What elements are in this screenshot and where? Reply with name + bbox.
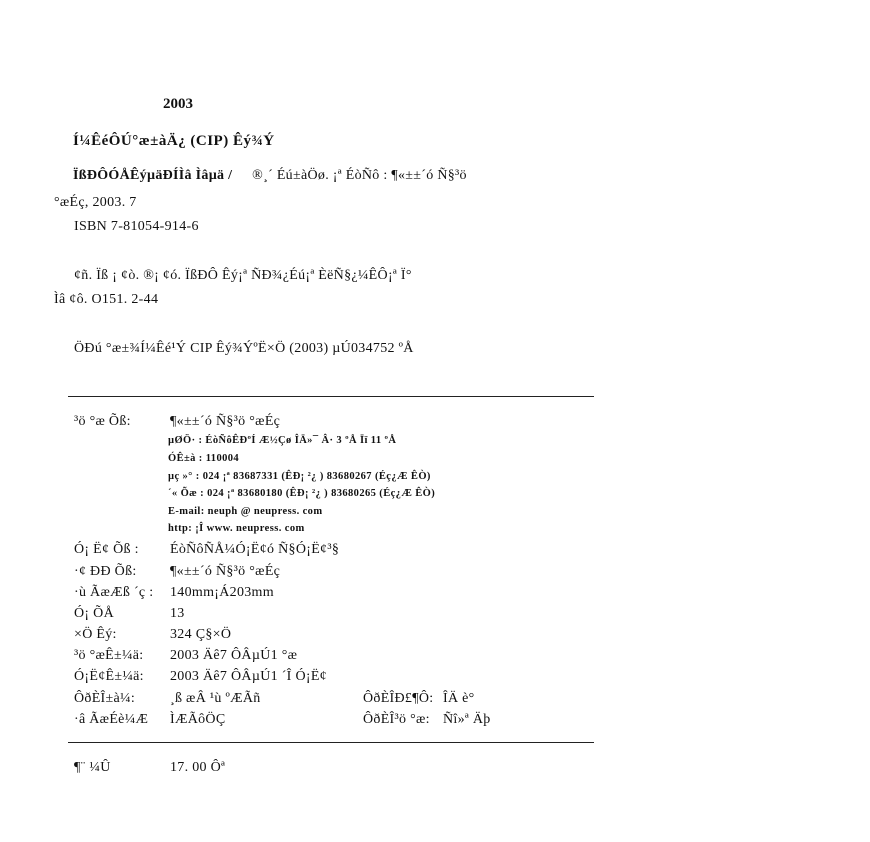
author-publisher: ®¸´ Éú±àÖø. ¡ª ÉòÑô : ¶«±±´ó Ñ§³ö bbox=[252, 168, 467, 183]
bottom-divider bbox=[68, 742, 594, 743]
publisher-website: http: ¡Î www. neupress. com bbox=[168, 523, 305, 534]
cip-entry-line2: °æÉç, 2003. 7 bbox=[54, 195, 137, 210]
price-row bbox=[74, 760, 225, 776]
detail-row-sheets bbox=[74, 606, 185, 622]
design-row bbox=[74, 712, 225, 728]
detail-row-publish-date bbox=[74, 648, 297, 664]
detail-value: 324 Ç§×Ö bbox=[170, 627, 232, 642]
price-label: ¶¨ ¼Û bbox=[74, 760, 111, 775]
responsible-publisher-row bbox=[363, 712, 491, 728]
publisher-row bbox=[74, 414, 280, 430]
responsible-publisher-label: ÔðÈÎ³ö °æ: bbox=[363, 712, 430, 727]
detail-value: 2003 Äê7 ÔÂµÚ1 °æ bbox=[170, 648, 298, 663]
cip-entry-line1 bbox=[73, 168, 467, 184]
detail-row-distributor bbox=[74, 564, 280, 580]
detail-label: ·¢ ÐÐ Õß: bbox=[74, 564, 137, 579]
detail-label: Ó¡Ë¢Ê±¼ä: bbox=[74, 669, 144, 684]
detail-row-wordcount bbox=[74, 627, 231, 643]
editor-label: ÔðÈÎ±à¼: bbox=[74, 691, 136, 706]
detail-value: ÉòÑôÑÅ¼Ó¡Ë¢ó Ñ§Ó¡Ë¢³§ bbox=[170, 542, 340, 557]
publisher-value: ¶«±±´ó Ñ§³ö °æÉç bbox=[170, 414, 281, 429]
detail-row-format bbox=[74, 585, 274, 601]
design-label: ·â ÃæÉè¼Æ bbox=[74, 712, 149, 727]
proofreader-value: ÎÄ è° bbox=[443, 691, 475, 706]
detail-value: ¶«±±´ó Ñ§³ö °æÉç bbox=[170, 564, 281, 579]
responsible-publisher-value: Ñî»ª Äþ bbox=[443, 712, 491, 727]
top-divider bbox=[68, 396, 594, 397]
detail-value: 140mm¡Á203mm bbox=[170, 585, 274, 600]
isbn: ISBN 7-81054-914-6 bbox=[74, 219, 199, 234]
detail-value: 2003 Äê7 ÔÂµÚ1 ´Î Ó¡Ë¢ bbox=[170, 669, 327, 684]
year-heading: 2003 bbox=[163, 96, 193, 112]
detail-row-print-date bbox=[74, 669, 327, 685]
publisher-email: E-mail: neuph @ neupress. com bbox=[168, 506, 323, 517]
classification-line2: Ìâ ¢ô. O151. 2-44 bbox=[54, 292, 159, 307]
detail-label: ×Ö Êý: bbox=[74, 627, 117, 642]
publisher-fax: ´« Õæ : 024 ¡ª 83680180 (ÊÐ¡ ²¿ ) 83680265 (Éç¿Æ ÊÒ) bbox=[168, 488, 436, 499]
publisher-postcode: ÓÊ±à : 110004 bbox=[168, 453, 240, 464]
editor-value: ¸ß æÂ ¹ù ºÆÃñ bbox=[170, 691, 261, 706]
publisher-address: µØÖ· : ÉòÑôÊÐºÍ Æ½Çø ÎÄ»¯ Â· 3 ºÅ Ïï 11 ºÅ bbox=[168, 435, 397, 446]
cip-title: Í¼ÊéÔÚ°æ±àÄ¿ (CIP) Êý¾Ý bbox=[73, 133, 275, 149]
detail-label: Ó¡ ÕÅ bbox=[74, 606, 114, 621]
price-value: 17. 00 Ôª bbox=[170, 760, 226, 775]
classification-line1: ¢ñ. Ïß ¡ ¢ò. ®¡ ¢ó. ÏßÐÔ Êý¡ª ÑÐ¾¿Éú¡ª ÈëÑ§¿¼ÊÔ¡ª Ï° bbox=[74, 268, 412, 283]
book-title: ÏßÐÔÓÅÊýµäÐÍÌâ Ìâµä / bbox=[73, 168, 233, 183]
detail-label: ³ö °æÊ±¼ä: bbox=[74, 648, 144, 663]
proofreader-row bbox=[363, 691, 475, 707]
publisher-phone: µç »° : 024 ¡ª 83687331 (ÊÐ¡ ²¿ ) 83680267 (Éç¿Æ ÊÒ) bbox=[168, 471, 431, 482]
proofreader-label: ÔðÈÎÐ£¶Ô: bbox=[363, 691, 434, 706]
publisher-label: ³ö °æ Õß: bbox=[74, 414, 131, 429]
editor-row bbox=[74, 691, 261, 707]
detail-label: Ó¡ Ë¢ Õß : bbox=[74, 542, 139, 557]
detail-label: ·ù ÃæÆß ´ç : bbox=[74, 585, 154, 600]
detail-row-printer bbox=[74, 542, 339, 558]
cip-record-number: ÖÐú °æ±¾Í¼Êé¹Ý CIP Êý¾ÝºË×Ö (2003) µÚ034752 ºÅ bbox=[74, 341, 414, 356]
design-value: ÌÆÃôÖÇ bbox=[170, 712, 226, 727]
detail-value: 13 bbox=[170, 606, 185, 621]
